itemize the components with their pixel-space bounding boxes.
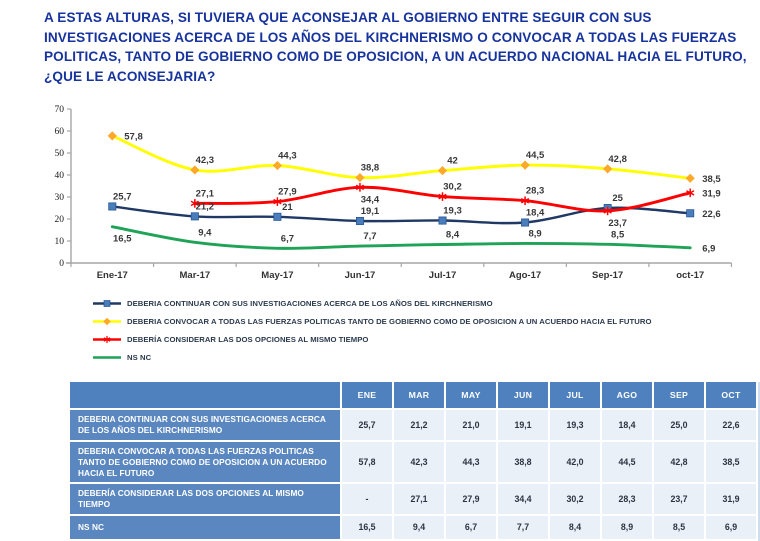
table-row <box>69 483 757 515</box>
data-marker <box>274 213 281 220</box>
data-label: 27,1 <box>195 188 215 200</box>
table-cell: 9,4 <box>393 515 445 540</box>
x-tick-label: Jun-17 <box>344 270 376 281</box>
data-label: 23,7 <box>608 217 627 229</box>
data-marker <box>273 161 282 170</box>
x-tick-label: Mar-17 <box>179 270 211 281</box>
table-cell: 28,3 <box>601 483 653 515</box>
data-label: 6,7 <box>280 233 295 245</box>
data-marker <box>520 161 529 170</box>
y-tick-label: 20 <box>54 215 64 226</box>
table-row <box>69 409 757 441</box>
y-tick-label: 40 <box>54 171 64 182</box>
legend-label: DEBERIA CONTINUAR CON SUS INVESTIGACIONES ACERCA DE LOS AÑOS DEL KIRCHNERISMO <box>127 298 493 308</box>
data-label: 44,5 <box>525 150 545 162</box>
data-marker <box>438 166 447 175</box>
table-cell: 23,7 <box>653 483 705 515</box>
y-tick-label: 50 <box>54 149 64 160</box>
legend-item <box>92 294 651 312</box>
data-label: 38,8 <box>360 162 380 174</box>
data-table <box>68 380 758 541</box>
data-label: 8,9 <box>528 228 542 240</box>
legend-item <box>92 312 651 330</box>
table-cell: 38,5 <box>705 441 757 483</box>
table-cell: 38,8 <box>497 441 549 483</box>
data-label: 6,9 <box>702 243 716 255</box>
y-tick-label: 10 <box>54 237 64 248</box>
legend-line-asterisk-icon <box>92 334 122 345</box>
x-tick-label: May-17 <box>261 270 294 281</box>
data-label: 42 <box>447 155 458 167</box>
data-marker <box>686 174 695 183</box>
table-cell: 27,1 <box>393 483 445 515</box>
question-title <box>44 8 750 86</box>
data-label: 25,7 <box>113 191 132 203</box>
table-cell: 19,3 <box>549 409 601 441</box>
table-cell: 16,5 <box>341 515 393 540</box>
y-tick-label: 30 <box>54 193 64 204</box>
table-cell: 25,0 <box>653 409 705 441</box>
table-row <box>69 441 757 483</box>
x-tick-label: Sep-17 <box>592 270 624 281</box>
y-tick-label: 0 <box>59 259 64 270</box>
data-label: 8,5 <box>611 229 625 241</box>
data-label: 34,4 <box>360 194 380 206</box>
table-cell: 18,4 <box>601 409 653 441</box>
table-cell: 21,2 <box>393 409 445 441</box>
data-label: 16,5 <box>113 233 132 245</box>
line-chart <box>0 98 760 293</box>
data-label: 38,5 <box>702 173 721 185</box>
table-cell: - <box>341 483 393 515</box>
row-label: DEBERIA CONVOCAR A TODAS LAS FUERZAS POLITICAS TANTO DE GOBIERNO COMO DE OPOSICION A UN ACUERDO HACIA EL FUTURO <box>69 441 341 483</box>
legend-item <box>92 330 651 348</box>
table-cell: 30,2 <box>549 483 601 515</box>
legend-line-square-icon <box>92 298 122 309</box>
data-label: 27,9 <box>278 186 297 198</box>
question-line: POLITICAS, TANTO DE GOBIERNO COMO DE OPOSICION, A UN ACUERDO NACIONAL HACIA EL FUTURO, <box>44 49 747 64</box>
table-cell: 34,4 <box>497 483 549 515</box>
data-label: 28,3 <box>525 185 545 197</box>
column-header: JUN <box>497 381 549 409</box>
table-cell: 57,8 <box>341 441 393 483</box>
table-cell: 6,7 <box>445 515 497 540</box>
chart-legend <box>92 294 651 366</box>
data-marker <box>603 164 612 173</box>
table-cell: 8,5 <box>653 515 705 540</box>
legend-item <box>92 348 651 366</box>
x-tick-label: Jul-17 <box>428 270 457 281</box>
column-header: JUL <box>549 381 601 409</box>
x-tick-label: Ene-17 <box>96 270 128 281</box>
data-label: 42,8 <box>608 153 627 165</box>
data-label: 7,7 <box>363 231 377 243</box>
data-label: 9,4 <box>198 227 212 239</box>
data-label: 25 <box>612 193 623 204</box>
row-label: DEBERÍA CONSIDERAR LAS DOS OPCIONES AL MISMO TIEMPO <box>69 483 341 515</box>
table-cell: 19,1 <box>497 409 549 441</box>
data-label: 21,2 <box>195 201 215 213</box>
table-cell: 27,9 <box>445 483 497 515</box>
question-line: ¿QUE LE ACONSEJARIA? <box>44 68 216 84</box>
data-table-wrapper <box>68 380 758 541</box>
legend-label: DEBERIA CONVOCAR A TODAS LAS FUERZAS POLITICAS TANTO DE GOBIERNO COMO DE OPOSICION A UN ACUERDO HACIA EL FUTURO <box>127 316 652 326</box>
data-marker <box>687 210 694 217</box>
table-cell: 21,0 <box>445 409 497 441</box>
data-label: 19,1 <box>360 205 380 217</box>
data-marker <box>104 300 110 306</box>
x-tick-label: Ago-17 <box>508 270 542 281</box>
table-header-row <box>69 381 757 409</box>
data-label: 22,6 <box>702 208 721 220</box>
data-marker <box>355 173 364 182</box>
data-label: 21 <box>282 201 293 213</box>
table-cell: 44,3 <box>445 441 497 483</box>
table-cell: 42,8 <box>653 441 705 483</box>
data-marker <box>521 219 528 226</box>
legend-line-plain-icon <box>92 352 122 363</box>
data-marker <box>103 317 111 325</box>
legend-label: DEBERÍA CONSIDERAR LAS DOS OPCIONES AL MISMO TIEMPO <box>127 334 369 344</box>
table-cell: 44,5 <box>601 441 653 483</box>
question-line: INVESTIGACIONES ACERCA DE LOS AÑOS DEL KIRCHNERISMO O CONVOCAR A TODAS LAS FUERZAS <box>44 29 737 45</box>
data-marker <box>109 203 116 210</box>
data-label: 57,8 <box>124 131 143 143</box>
table-row <box>69 515 757 540</box>
table-cell: 6,9 <box>705 515 757 540</box>
table-cell: 31,9 <box>705 483 757 515</box>
question-line: A ESTAS ALTURAS, SI TUVIERA QUE ACONSEJAR AL GOBIERNO ENTRE SEGUIR CON SUS <box>44 10 652 25</box>
data-label: 8,4 <box>445 229 460 241</box>
data-label: 31,9 <box>702 188 721 200</box>
data-marker <box>108 131 117 140</box>
table-cell: 7,7 <box>497 515 549 540</box>
data-label: 42,3 <box>195 154 215 166</box>
data-label: 30,2 <box>443 181 462 193</box>
column-header <box>69 381 341 409</box>
y-tick-label: 60 <box>54 127 64 138</box>
table-cell: 42,0 <box>549 441 601 483</box>
legend-label: NS NC <box>127 352 152 362</box>
data-marker <box>191 213 198 220</box>
legend-line-diamond-icon <box>92 316 122 327</box>
x-tick-label: oct-17 <box>676 270 705 281</box>
data-marker <box>190 165 199 174</box>
table-cell: 25,7 <box>341 409 393 441</box>
column-header: AGO <box>601 381 653 409</box>
column-header: OCT <box>705 381 757 409</box>
column-header: ENE <box>341 381 393 409</box>
table-cell: 42,3 <box>393 441 445 483</box>
column-header: SEP <box>653 381 705 409</box>
data-label: 18,4 <box>525 207 545 219</box>
data-label: 19,3 <box>443 205 462 217</box>
data-marker <box>439 217 446 224</box>
table-cell: 8,4 <box>549 515 601 540</box>
y-tick-label: 70 <box>54 105 64 116</box>
data-marker <box>356 217 363 224</box>
table-cell: 22,6 <box>705 409 757 441</box>
column-header: MAR <box>393 381 445 409</box>
column-header: MAY <box>445 381 497 409</box>
data-label: 44,3 <box>278 150 297 162</box>
row-label: NS NC <box>69 515 341 540</box>
table-cell: 8,9 <box>601 515 653 540</box>
row-label: DEBERIA CONTINUAR CON SUS INVESTIGACIONES ACERCA DE LOS AÑOS DEL KIRCHNERISMO <box>69 409 341 441</box>
